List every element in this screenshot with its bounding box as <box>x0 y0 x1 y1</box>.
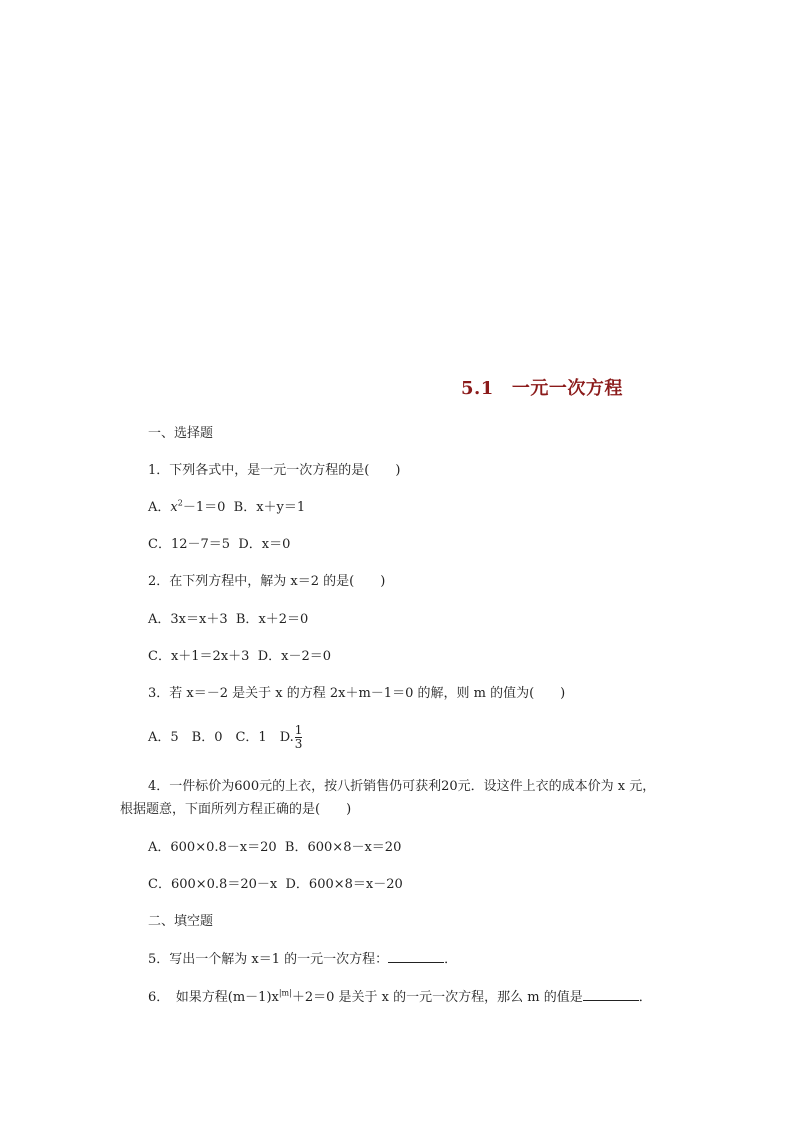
fraction-one-third: $\frac{1}{3}$ <box>294 723 303 751</box>
question-4-stem-line1: 4．一件标价为600元的上衣，按八折销售仍可获利20元．设这件上衣的成本价为 x 元， <box>148 779 656 794</box>
section-heading-choice: 一、选择题 <box>148 426 214 441</box>
question-4-options-cd: C．600×0.8＝20－x D．600×8＝x－20 <box>148 877 403 892</box>
answer-blank[interactable] <box>583 988 639 1001</box>
question-1-stem: 1．下列各式中，是一元一次方程的是( ) <box>148 463 401 478</box>
question-1-options-ab: A．$x^2-1=0$ B．x＋y＝1 <box>148 498 306 515</box>
section-number: 5.1 <box>461 378 494 399</box>
section-title: 一元一次方程 <box>511 378 623 399</box>
question-2-options-ab: A．3x＝x＋3 B．x＋2＝0 <box>148 612 309 627</box>
question-6-stem: 6． 如果方程$(m-1)x^{|m|}+2=0$ 是关于 x 的一元一次方程，那么 m 的值是 ． <box>148 988 652 1005</box>
question-4-options-ab: A．600×0.8－x＝20 B．600×8－x＝20 <box>148 840 402 855</box>
question-2-stem: 2．在下列方程中，解为 x＝2 的是( ) <box>148 574 386 589</box>
question-3-stem: 3．若 x＝－2 是关于 x 的方程 2x＋m－1＝0 的解，则 m 的值为( ) <box>148 686 566 701</box>
question-5-stem: 5．写出一个解为 x＝1 的一元一次方程： ． <box>148 952 458 967</box>
answer-blank[interactable] <box>388 950 444 963</box>
question-2-options-cd: C．x＋1＝2x＋3 D．x－2＝0 <box>148 649 332 664</box>
question-4-stem-line2: 根据题意，下面所列方程正确的是( ) <box>120 802 352 817</box>
question-3-options: A．5 B．0 C．1 D. $\frac{1}{3}$ <box>148 723 303 751</box>
question-1-options-cd: C．12－7＝5 D．x＝0 <box>148 537 291 552</box>
section-heading-fill: 二、填空题 <box>148 914 214 929</box>
page-title <box>461 374 623 400</box>
